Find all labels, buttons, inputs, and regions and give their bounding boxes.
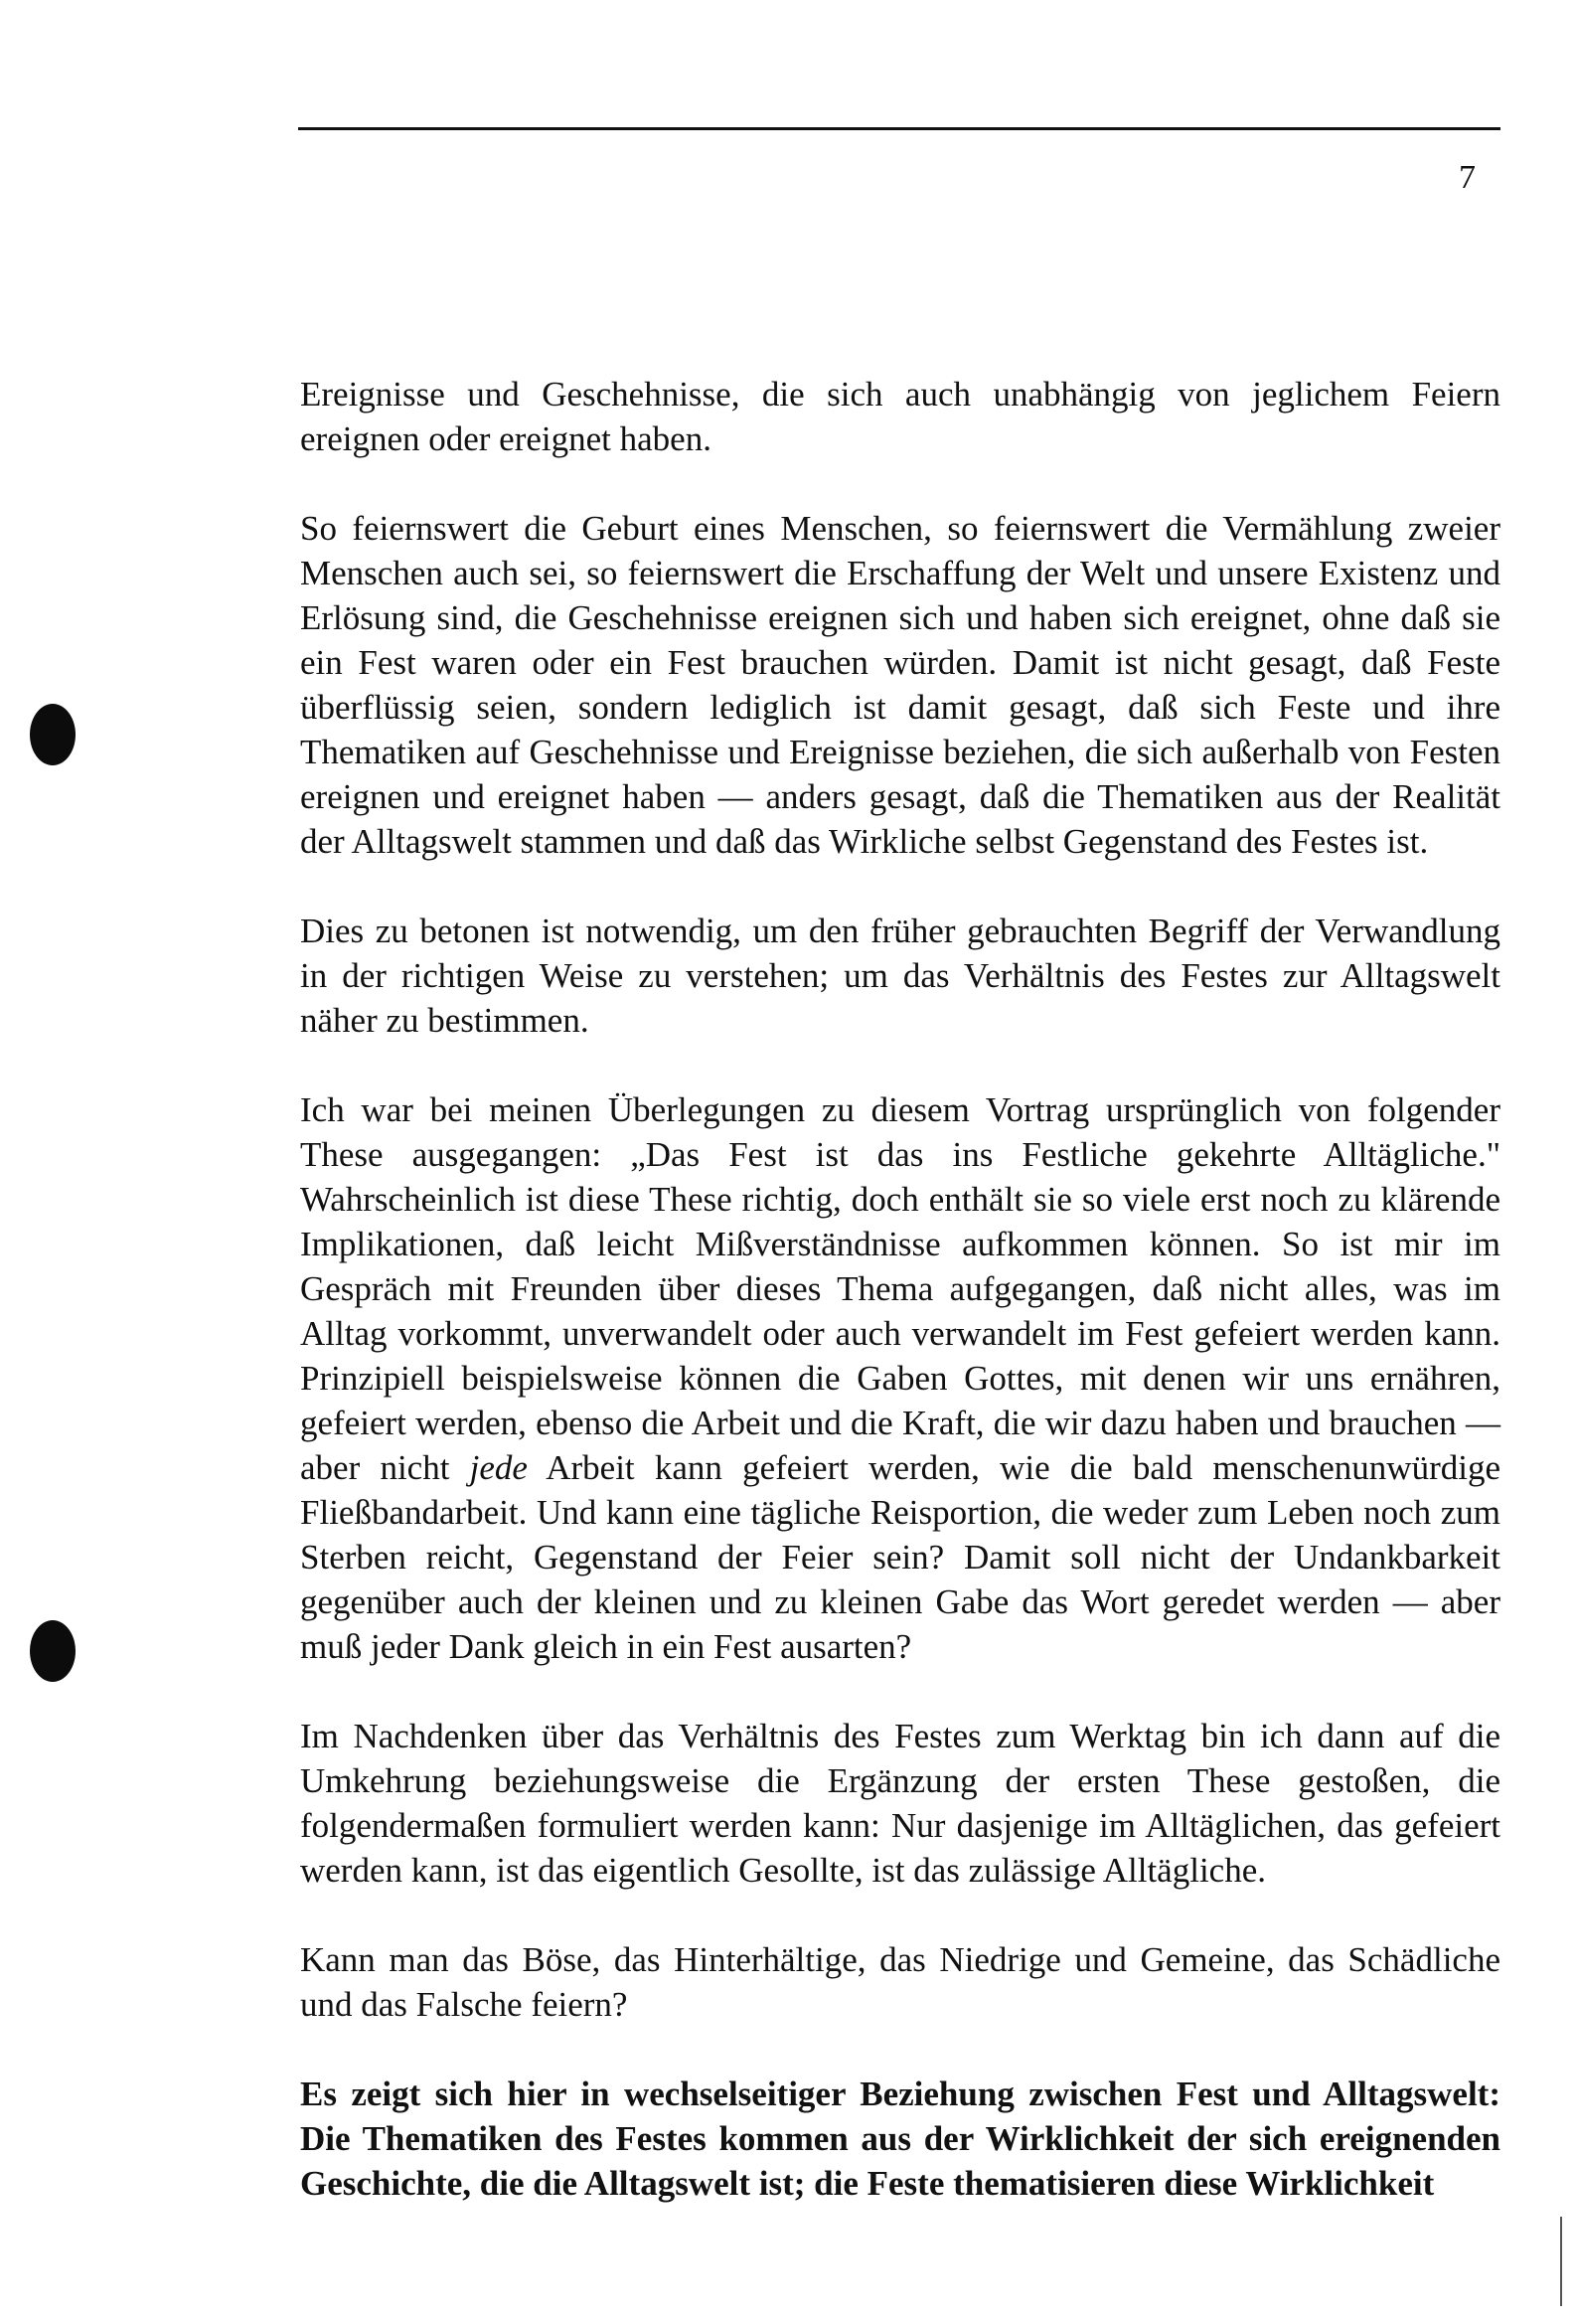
paragraph: Dies zu betonen ist notwendig, um den früher gebrauchten Begriff der Verwandlung in der richtigen Weise zu verstehen; um das Verhältnis des Festes zur Alltagswelt näher zu bestimmen. [300,912,1500,1040]
body-text [300,372,1500,2206]
paragraph-text: Arbeit kann gefeiert werden, wie die bald menschenunwürdige Fließbandarbeit. Und kann eine tägliche Reisportion, die weder zum Leben noch zum Sterben reicht, Gegenstand der Feier sein? Damit soll nicht der Undankbarkeit gegenüber auch der kleinen und zu kleinen Gabe das Wort geredet werden — aber muß jeder Dank gleich in ein Fest ausarten? [300,1448,1500,1666]
paragraph [300,1087,1500,1669]
punch-hole-mark [30,1620,76,1682]
paragraph: Im Nachdenken über das Verhältnis des Festes zum Werktag bin ich dann auf die Umkehrung beziehungsweise die Ergänzung der ersten These gestoßen, die folgendermaßen formuliert werden kann: Nur dasjenige im Alltäglichen, das gefeiert werden kann, ist das eigentlich Gesollte, ist das zulässige Alltägliche. [300,1717,1500,1890]
margin-mark [1560,2217,1562,2306]
paragraph: So feiernswert die Geburt eines Menschen, so feiernswert die Vermählung zweier Menschen auch sei, so feiernswert die Erschaffung der Welt und unsere Existenz und Erlösung sind, die Geschehnisse ereignen sich und haben sich ereignet, ohne daß sie ein Fest waren oder ein Fest brauchen würden. Damit ist nicht gesagt, daß Feste überflüssig seien, sondern lediglich ist damit gesagt, daß sich Feste und ihre Thematiken auf Geschehnisse und Ereignisse beziehen, die sich außerhalb von Festen ereignen und ereignet haben — anders gesagt, daß die Thematiken aus der Realität der Alltagswelt stammen und daß das Wirkliche selbst Gegenstand des Festes ist. [300,509,1500,861]
punch-hole-mark [30,704,76,765]
page-number: 7 [1459,159,1476,196]
paragraph-text: Ich war bei meinen Überlegungen zu diesem Vortrag ursprünglich von folgender These ausgegangen: „Das Fest ist das ins Festliche gekehrte Alltägliche." Wahrscheinlich ist diese These richtig, doch enthält sie so viele erst noch zu klärende Implikationen, daß leicht Mißverständnisse aufkommen können. So ist mir im Gespräch mit Freunden über dieses Thema aufgegangen, daß nicht alles, was im Alltag vorkommt, unverwandelt oder auch verwandelt im Fest gefeiert werden kann. Prinzipiell beispielsweise können die Gaben Gottes, mit denen wir uns ernähren, gefeiert werden, ebenso die Arbeit und die Kraft, die wir dazu haben und brauchen — aber nicht [300,1090,1500,1487]
emphasized-word: jede [469,1448,528,1487]
paragraph: Kann man das Böse, das Hinterhältige, das Niedrige und Gemeine, das Schädliche und das Falsche feiern? [300,1940,1500,2024]
paragraph: Ereignisse und Geschehnisse, die sich auch unabhängig von jeglichem Feiern ereignen oder ereignet haben. [300,375,1500,458]
header-rule [298,127,1500,130]
paragraph: Es zeigt sich hier in wechselseitiger Beziehung zwischen Fest und Alltagswelt: Die Thematiken des Festes kommen aus der Wirklichkeit der sich ereignenden Geschichte, die die Alltagswelt ist; die Feste thematisieren diese Wirklichkeit [300,2075,1500,2203]
